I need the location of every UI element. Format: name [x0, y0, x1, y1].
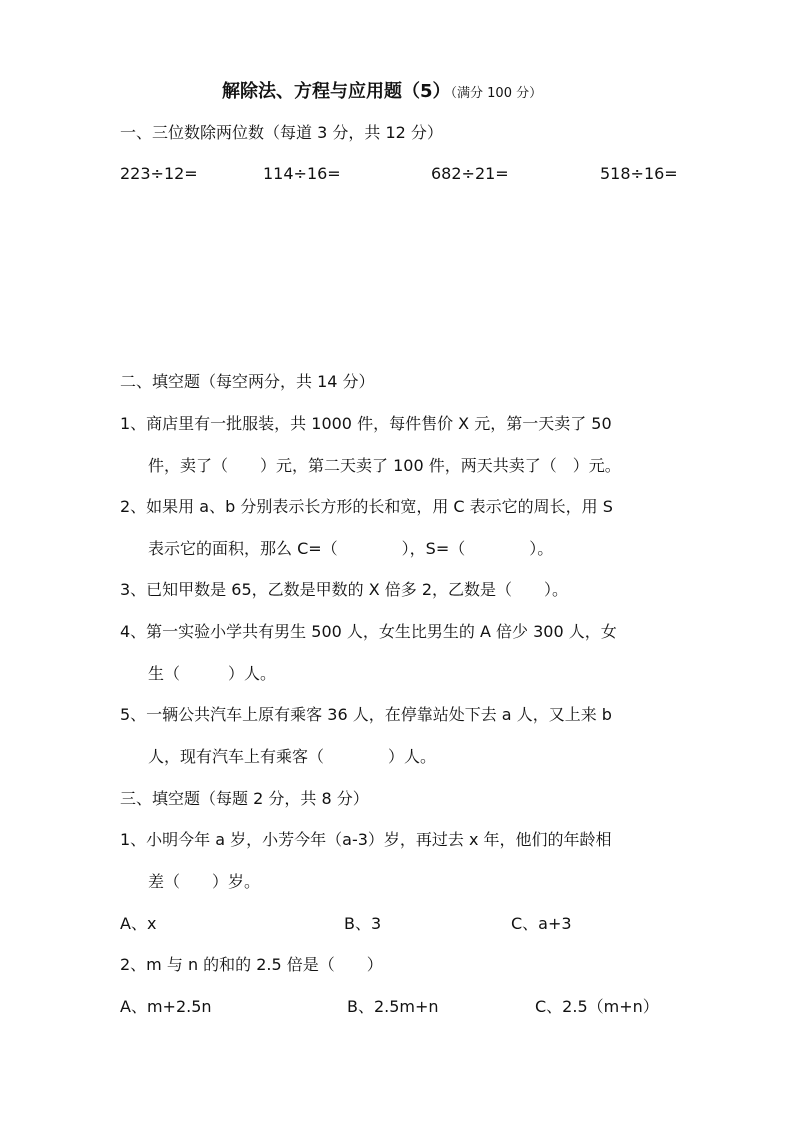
question-2-5-line2: 人，现有汽车上有乘客（ ）人。: [148, 747, 437, 766]
document-title: [222, 82, 542, 104]
question-2-4-line2: 生（ ）人。: [148, 664, 277, 683]
question-2-2-line1: 2、如果用 a、b 分别表示长方形的长和宽，用 C 表示它的周长，用 S: [120, 497, 613, 516]
section3-heading: 三、填空题（每题 2 分，共 8 分）: [120, 789, 369, 808]
question-2-4-line1: 4、第一实验小学共有男生 500 人，女生比男生的 A 倍少 300 人，女: [120, 622, 617, 641]
title-score-note: （满分 100 分）: [450, 86, 543, 101]
option-3-1-a: A、x: [120, 914, 157, 933]
question-2-1-line1: 1、商店里有一批服装，共 1000 件，每件售价 X 元，第一天卖了 50: [120, 414, 612, 433]
title-main: 解除法、方程与应用题（5）: [222, 81, 451, 102]
option-3-1-c: C、a+3: [511, 914, 572, 933]
option-3-2-c: C、2.5（m+n）: [535, 997, 659, 1016]
question-2-1-line2: 件，卖了（ ）元，第二天卖了 100 件，两天共卖了（ ）元。: [148, 456, 621, 475]
question-2-5-line1: 5、一辆公共汽车上原有乘客 36 人，在停靠站处下去 a 人，又上来 b: [120, 705, 612, 724]
option-3-2-a: A、m+2.5n: [120, 997, 212, 1016]
question-3-1-line1: 1、小明今年 a 岁，小芳今年（a-3）岁，再过去 x 年，他们的年龄相: [120, 830, 612, 849]
section1-heading: 一、三位数除两位数（每道 3 分，共 12 分）: [120, 123, 443, 142]
section2-heading: 二、填空题（每空两分，共 14 分）: [120, 372, 375, 391]
question-3-1-line2: 差（ ）岁。: [148, 872, 261, 891]
question-3-2-line1: 2、m 与 n 的和的 2.5 倍是（ ）: [120, 955, 383, 974]
question-2-2-line2: 表示它的面积，那么 C=（ ），S=（ ）。: [148, 539, 554, 558]
question-2-3-line1: 3、已知甲数是 65，乙数是甲数的 X 倍多 2，乙数是（ ）。: [120, 580, 569, 599]
option-3-1-b: B、3: [344, 914, 382, 933]
division-problem-1: 223÷12=: [120, 164, 198, 183]
division-problem-3: 682÷21=: [431, 164, 509, 183]
division-problem-4: 518÷16=: [600, 164, 678, 183]
division-problem-2: 114÷16=: [263, 164, 341, 183]
option-3-2-b: B、2.5m+n: [347, 997, 439, 1016]
